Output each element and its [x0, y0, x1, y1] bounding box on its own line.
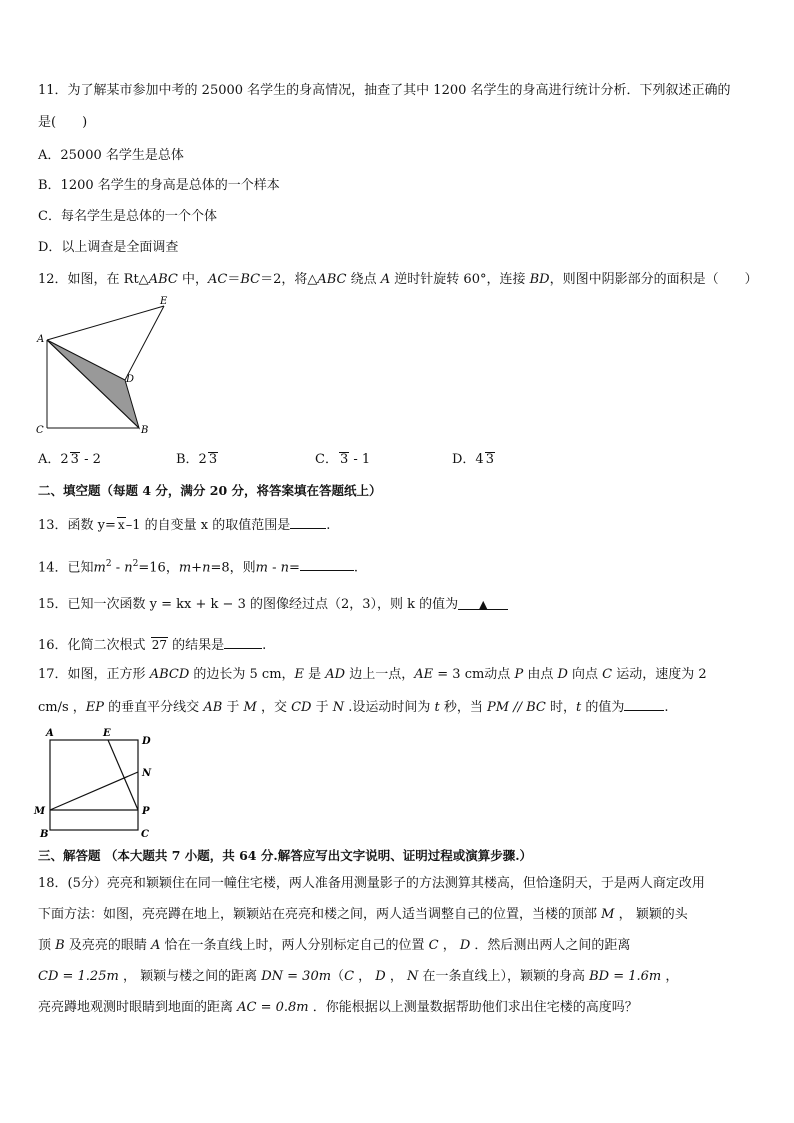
q12-figure: [30, 292, 180, 442]
q12-option-b: [176, 451, 315, 469]
q12-stem: [38, 271, 758, 289]
q18-var: BD = 1.6m: [589, 969, 662, 984]
q17-text: ，交: [256, 700, 292, 715]
q18-text: 在一条直线上），颖颖的身高: [418, 969, 590, 984]
q14: [38, 555, 358, 577]
q17-var: AE: [414, 667, 434, 682]
q12-option-d: [452, 452, 495, 467]
q12-var: ABC: [148, 272, 178, 287]
q12-var: BC: [240, 272, 261, 287]
q12-stem-text: 12．如图，在 Rt△: [38, 272, 149, 287]
q17-text: = 3 cm动点: [433, 667, 515, 682]
q17-text: 的垂直平分线交: [104, 700, 204, 715]
q12-opt-text: B．2: [176, 452, 207, 467]
q18-var: CD = 1.25m: [38, 969, 119, 984]
answer-blank[interactable]: [300, 557, 354, 571]
q12-var: ABC: [317, 272, 347, 287]
q18-var: C: [344, 969, 355, 984]
q14-var: m: [255, 560, 268, 576]
q14-var: m: [178, 560, 192, 576]
q17-square: [50, 740, 138, 830]
q12-option-a: [38, 451, 176, 469]
q17-var: ABCD: [149, 667, 190, 682]
q18-var: N: [406, 969, 419, 984]
q18-text: ．然后测出两人之间的距离: [470, 938, 631, 953]
q18-var: A: [150, 938, 161, 953]
q12-opt-text: C．: [315, 452, 338, 467]
q12-label-e: E: [160, 296, 168, 307]
q18-var: AC = 0.8m: [237, 1000, 309, 1015]
q17-text: 的边长为 5 cm，: [189, 667, 295, 682]
q17-var: CD: [291, 700, 312, 715]
q17-segment-ep: [108, 740, 138, 810]
section-2-heading: 二、填空题（每题 4 分，满分 20 分，将答案填在答题纸上）: [38, 483, 382, 498]
q17-text: 边上一点，: [345, 667, 415, 682]
q14-var: n: [202, 560, 211, 576]
q11-option-d: D．以上调查是全面调查: [38, 240, 179, 255]
q14-text: =8，则: [210, 560, 256, 576]
q17-text: 的值为: [581, 700, 625, 715]
q16-text: 16．化简二次根式: [38, 638, 150, 653]
q13: [38, 515, 330, 535]
q18-text: 及亮亮的眼睛: [64, 938, 151, 953]
q14-exp: 2: [105, 559, 112, 569]
q17-label-c: C: [141, 829, 149, 840]
q17-text: 时，: [545, 700, 576, 715]
q18-var: DN = 30m: [261, 969, 332, 984]
q17-figure: [30, 726, 160, 841]
q18-text: ．你能根据以上测量数据帮助他们求出住宅楼的高度吗？: [308, 1000, 638, 1015]
q18-text: 恰在一条直线上时，两人分别标定自己的位置: [160, 938, 429, 953]
q12-opt-text: D．4: [452, 452, 484, 467]
sqrt-radicand: 27: [151, 638, 167, 652]
q17-var: M: [243, 700, 257, 715]
q12-label-d: D: [126, 374, 135, 385]
q12-stem-text: ＝: [227, 272, 241, 287]
q17-label-m: M: [34, 806, 46, 817]
q16: [38, 635, 266, 655]
q17-var: E: [294, 667, 305, 682]
q17-var: t: [576, 700, 582, 715]
q17-var: PM // BC: [487, 700, 546, 715]
sqrt-radicand: x: [117, 518, 125, 532]
q17-var: AB: [203, 700, 223, 715]
q11-option-b: B．1200 名学生的身高是总体的一个样本: [38, 178, 280, 193]
q11-stem-line2: 是( ): [38, 115, 88, 130]
q12-stem-text: 逆时针旋转 60°，连接: [390, 272, 530, 287]
q18-text: ， 颖颖与楼之间的距离: [118, 969, 262, 984]
q12-stem-text: ，则图中阴影部分的面积是（ ）: [549, 272, 758, 287]
q17-label-p: P: [142, 806, 150, 817]
sqrt-radicand: 3: [339, 452, 349, 467]
q13-text: .: [326, 518, 331, 533]
q17-text: cm/s ，: [38, 700, 86, 715]
q12-var: BD: [529, 272, 550, 287]
answer-blank[interactable]: [624, 697, 664, 711]
q18-text: ， 颖颖的头: [614, 907, 688, 922]
q12-option-c: [315, 451, 452, 469]
q16-text: .: [262, 638, 267, 653]
q17-var: AD: [325, 667, 346, 682]
q18-var: B: [55, 938, 65, 953]
q17-text: 于: [222, 700, 244, 715]
q18-text: （: [331, 969, 345, 984]
q18-text: ，: [385, 969, 407, 984]
q13-text: 13．函数 y=: [38, 518, 116, 533]
q18-text: ，: [354, 969, 376, 984]
q14-var: m: [93, 560, 106, 576]
q18-text: 下面方法：如图，亮亮蹲在地上，颖颖站在亮亮和楼之间，两人适当调整自己的位置，当楼的顶部: [38, 907, 602, 922]
q14-text: -: [111, 560, 125, 576]
q17-var: P: [514, 667, 524, 682]
q17-text: 运动，速度为 2: [612, 667, 707, 682]
q12-stem-text: 绕点: [346, 272, 381, 287]
sqrt-radicand: 3: [70, 452, 79, 467]
q12-var: A: [380, 272, 391, 287]
q17-text: 17．如图，正方形: [38, 667, 150, 682]
q17-var: D: [557, 667, 568, 682]
q12-edge-ae: [47, 306, 164, 340]
q17-text: 向点: [567, 667, 603, 682]
q17-text: .设运动时间为: [344, 700, 435, 715]
answer-blank[interactable]: [224, 635, 262, 649]
q18-var: M: [601, 907, 615, 922]
q14-text: .: [353, 560, 359, 576]
q18-var: D: [459, 938, 471, 953]
q12-stem-text: ＝2，将△: [260, 272, 318, 287]
q14-var: n: [280, 560, 289, 576]
q14-text: 14．已知: [38, 560, 94, 576]
section-3-heading: 三、解答题 （本大题共 7 小题，共 64 分.解答应写出文字说明、证明过程或演算步骤.）: [38, 848, 533, 863]
q12-label-a: A: [37, 334, 45, 345]
q18-var: D: [375, 969, 386, 984]
q11-option-c: C．每名学生是总体的一个个体: [38, 209, 217, 224]
q12-opt-text: - 1: [349, 452, 371, 467]
q17-label-b: B: [40, 829, 49, 840]
q17-label-n: N: [142, 768, 152, 779]
q17-text: 是: [304, 667, 326, 682]
q17-text: 秒，当: [439, 700, 488, 715]
q12-edge-ed: [125, 306, 164, 380]
q17-label-a: A: [46, 728, 54, 739]
q13-text: –1 的自变量 x 的取值范围是: [125, 518, 291, 533]
q14-text: =: [288, 560, 300, 576]
q17-line1: [38, 666, 707, 684]
q18-line4: [38, 968, 678, 986]
q16-text: 的结果是: [167, 638, 225, 653]
q17-text: .: [664, 700, 669, 715]
q18-text: 顶: [38, 938, 56, 953]
q17-var: N: [332, 700, 345, 715]
q15: [38, 596, 508, 614]
q12-opt-text: A．2: [38, 452, 69, 467]
q14-exp: 2: [132, 559, 139, 569]
q18-text: 亮亮蹲地观测时眼睛到地面的距离: [38, 1000, 238, 1015]
q18-line1: 18．(5分）亮亮和颖颖住在同一幢住宅楼，两人准备用测量影子的方法测算其楼高，但恰逢阴天，于是两人商定改用: [38, 876, 705, 891]
q12-opt-text: - 2: [79, 452, 101, 467]
q12-label-b: B: [141, 425, 149, 436]
q11-stem-line1: 11．为了解某市参加中考的 25000 名学生的身高情况，抽查了其中 1200 名学生的身高进行统计分析．下列叙述正确的: [38, 83, 731, 98]
q14-text: +: [191, 560, 203, 576]
q11-option-a: A．25000 名学生是总体: [38, 148, 184, 163]
q14-text: =16，: [138, 560, 179, 576]
q18-line5: [38, 999, 638, 1017]
q17-var: t: [434, 700, 440, 715]
q18-line3: [38, 937, 630, 955]
q12-label-c: C: [36, 425, 44, 436]
q18-line2: [38, 906, 688, 924]
q15-text: 15．已知一次函数 y = kx + k − 3 的图像经过点（2，3），则 k 的值为: [38, 597, 459, 612]
answer-blank[interactable]: [458, 596, 508, 610]
q14-var: n: [124, 560, 133, 576]
q17-label-e: E: [103, 728, 111, 739]
q17-text: 于: [311, 700, 333, 715]
q18-text: ，: [438, 938, 460, 953]
q12-var: AC: [207, 272, 228, 287]
answer-blank[interactable]: [290, 515, 326, 529]
q17-text: 由点: [523, 667, 558, 682]
q18-var: C: [428, 938, 439, 953]
q12-options: [38, 451, 495, 469]
q17-line2: [38, 697, 669, 717]
sqrt-radicand: 3: [208, 452, 218, 467]
sqrt-radicand: 3: [485, 452, 494, 467]
q12-stem-text: 中，: [177, 272, 208, 287]
q17-label-d: D: [142, 736, 151, 747]
q17-var: EP: [85, 700, 105, 715]
q14-text: -: [267, 560, 281, 576]
q18-text: ，: [661, 969, 679, 984]
q17-var: C: [602, 667, 613, 682]
triangle-icon: ▲: [478, 598, 488, 611]
q17-segment-mn: [50, 772, 138, 810]
